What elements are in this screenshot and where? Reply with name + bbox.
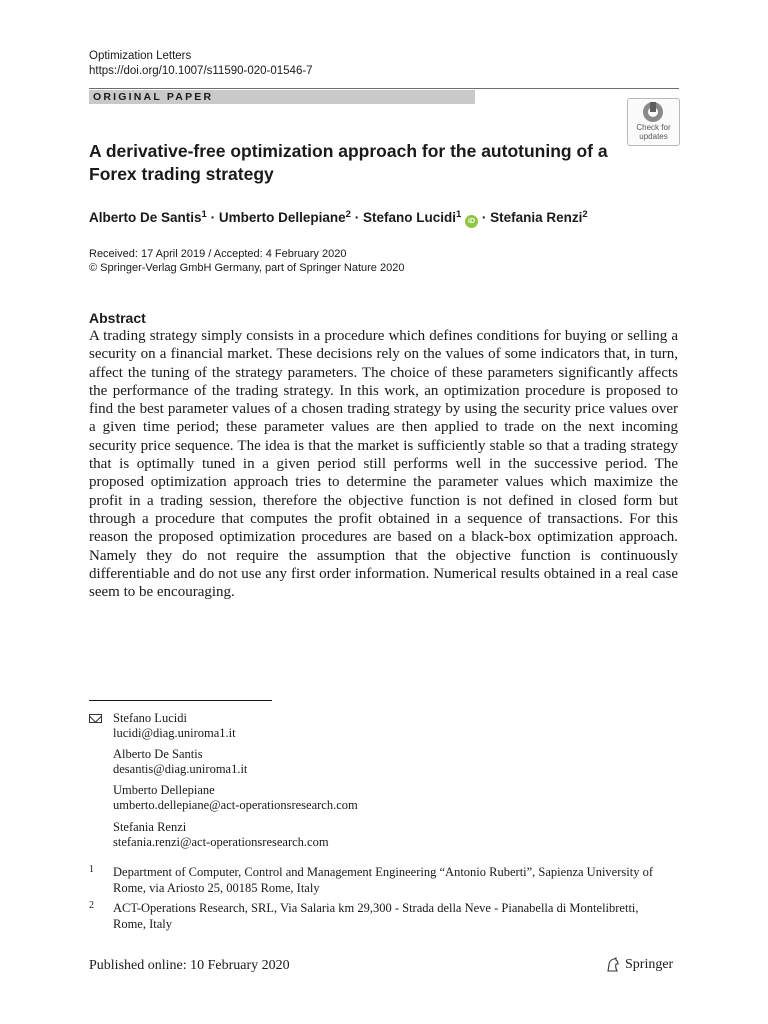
contact-name: Umberto Dellepiane <box>113 783 215 797</box>
check-for-updates-line2: updates <box>639 132 668 141</box>
affiliation-number: 1 <box>89 864 94 875</box>
author-affiliation-mark: 2 <box>582 209 588 220</box>
journal-name: Optimization Letters <box>89 50 192 62</box>
article-type-label: ORIGINAL PAPER <box>93 91 214 103</box>
springer-horse-icon <box>605 957 621 973</box>
contact-email[interactable]: lucidi@diag.uniroma1.it <box>113 726 236 740</box>
contact-name: Stefano Lucidi <box>113 711 187 725</box>
author-name: Stefano Lucidi <box>362 210 456 225</box>
contact-email[interactable]: umberto.dellepiane@act-operationsresearch.com <box>113 798 358 812</box>
contact-name: Stefania Renzi <box>113 820 187 834</box>
author-name: Umberto Dellepiane <box>218 210 346 225</box>
contact-name: Alberto De Santis <box>113 747 203 761</box>
author-separator: · <box>354 210 360 225</box>
header-rule <box>89 88 679 89</box>
contact-email[interactable]: desantis@diag.uniroma1.it <box>113 762 248 776</box>
check-for-updates-line1: Check for <box>636 123 671 132</box>
envelope-icon <box>89 714 102 723</box>
footnote-rule <box>89 700 272 701</box>
author-affiliation-mark: 1 <box>201 209 207 220</box>
contact-email[interactable]: stefania.renzi@act-operationsresearch.com <box>113 835 329 849</box>
copyright-notice: © Springer-Verlag GmbH Germany, part of Springer Nature 2020 <box>89 262 405 274</box>
author-separator: · <box>210 210 216 225</box>
doi-link[interactable]: https://doi.org/10.1007/s11590-020-01546-7 <box>89 65 313 77</box>
author-name: Alberto De Santis <box>89 210 202 225</box>
author-affiliation-mark: 2 <box>345 209 351 220</box>
author-name: Stefania Renzi <box>490 210 583 225</box>
abstract-heading: Abstract <box>89 310 146 326</box>
author-separator: · <box>481 210 487 225</box>
author-list <box>89 209 689 228</box>
affiliation-text: ACT-Operations Research, SRL, Via Salaria km 29,300 - Strada della Neve - Pianabella di Montelibretti, Rome, Italy <box>113 901 639 931</box>
received-accepted-dates: Received: 17 April 2019 / Accepted: 4 February 2020 <box>89 248 347 260</box>
springer-logo <box>605 955 673 975</box>
author-affiliation-mark: 1 <box>455 209 462 220</box>
springer-wordmark: Springer <box>625 957 674 972</box>
paper-title: A derivative-free optimization approach for the autotuning of a Forex trading strategy <box>89 141 608 184</box>
affiliation-number: 2 <box>89 900 94 911</box>
check-for-updates-badge[interactable] <box>627 98 680 146</box>
check-for-updates-icon <box>643 102 663 122</box>
orcid-icon[interactable]: iD <box>465 215 478 228</box>
published-online-date: Published online: 10 February 2020 <box>89 958 290 973</box>
article-type-band <box>89 90 475 104</box>
affiliation-text: Department of Computer, Control and Management Engineering “Antonio Ruberti”, Sapienza University of Rome, via Ariosto 25, 00185 Rome, Italy <box>113 865 653 895</box>
abstract-text: A trading strategy simply consists in a procedure which defines conditions for buying or selling a security on a financial market. These decisions rely on the values of some indicators that, in turn, affect the tuning of the strategy parameters. The choice of these parameters significantly affects the performance of the trading strategy. In this work, an optimization procedure is proposed to find the best parameter values of a chosen trading strategy by using the security price values over a given time period; these parameter values are then applied to trade on the next incoming security price sequence. The idea is that the market is sufficiently stable so that a trading strategy that is optimally tuned in a given period still performs well in the successive period. The proposed optimization approach tries to determine the parameter values which maximize the profit in a trading session, therefore the objective function is not defined in closed form but through a procedure that computes the profit obtained in a sequence of transactions. For this reason the proposed optimization procedures are based on a black-box optimization approach. Namely they do not require the assumption that the objective function is continuously differentiable and do not use any first order information. Numerical results obtained in a real case seem to be encouraging. <box>89 328 678 601</box>
